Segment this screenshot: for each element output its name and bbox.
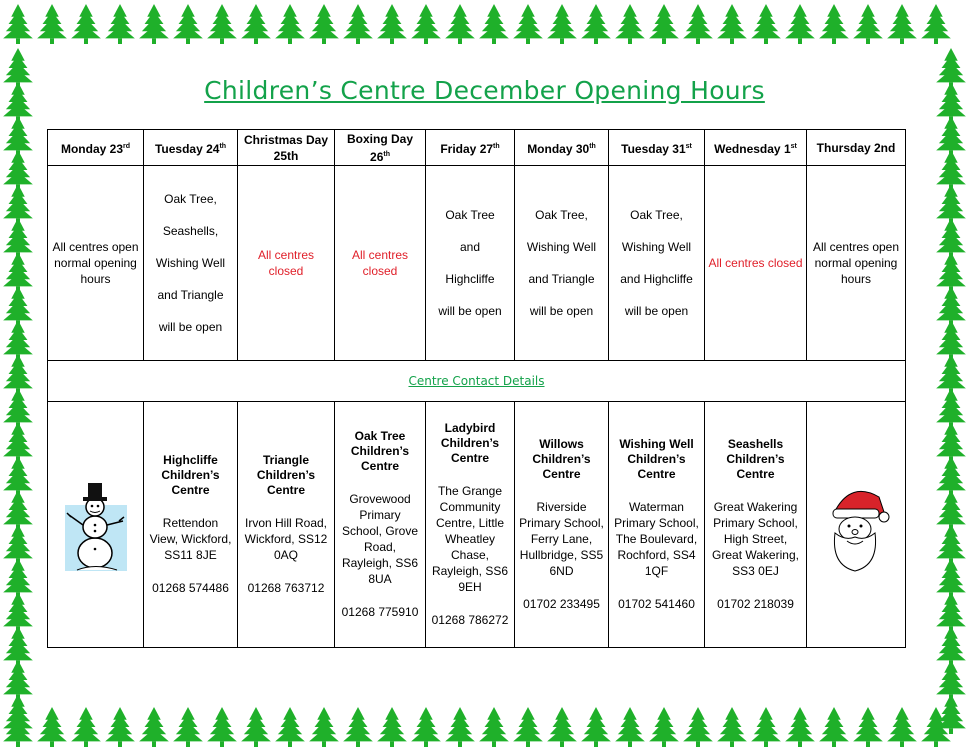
christmas-tree-icon	[819, 4, 849, 44]
christmas-tree-icon	[3, 4, 33, 44]
christmas-tree-icon	[343, 4, 373, 44]
christmas-tree-icon	[37, 4, 67, 44]
centre-contact	[705, 402, 807, 648]
closed-cell: All centres closed	[705, 166, 807, 361]
opening-hours-table	[47, 129, 906, 648]
centre-address: Grovewood Primary School, Grove Road, Rayleigh, SS6 8UA	[341, 492, 419, 586]
santa-icon	[821, 475, 891, 575]
christmas-tree-icon	[513, 4, 543, 44]
centre-name: Wishing Well Children’s Centre	[619, 437, 694, 481]
centre-contact	[426, 402, 515, 648]
day-header: Boxing Day 26th	[335, 130, 426, 166]
hours-cell: Oak Tree and Highcliffe will be open	[426, 166, 515, 361]
hours-cell: Oak Tree, Wishing Well and Highcliffe will be open	[609, 166, 705, 361]
centre-name: Oak Tree Children’s Centre	[350, 429, 410, 473]
christmas-tree-icon	[853, 707, 883, 747]
centre-phone: 01702 541460	[618, 597, 695, 611]
centre-phone: 01702 233495	[523, 597, 600, 611]
christmas-tree-icon	[649, 4, 679, 44]
christmas-tree-icon	[411, 4, 441, 44]
christmas-tree-icon	[785, 707, 815, 747]
christmas-tree-icon	[275, 4, 305, 44]
opening-hours-row	[48, 166, 906, 361]
christmas-tree-icon	[853, 4, 883, 44]
christmas-tree-icon	[3, 694, 33, 734]
centre-contact	[335, 402, 426, 648]
centre-name: Seashells Children’s Centre	[726, 437, 785, 481]
christmas-tree-icon	[887, 707, 917, 747]
christmas-tree-icon	[445, 707, 475, 747]
centre-address: Rettendon View, Wickford, SS11 8JE	[149, 516, 232, 562]
centre-address: The Grange Community Centre, Little Wheatley Chase, Rayleigh, SS6 9EH	[431, 484, 509, 594]
centre-name: Ladybird Children’s Centre	[440, 421, 500, 465]
contact-heading: Centre Contact Details	[48, 361, 906, 402]
page-title: Children’s Centre December Opening Hours	[204, 76, 765, 105]
christmas-tree-icon	[71, 707, 101, 747]
christmas-tree-icon	[207, 4, 237, 44]
centre-name: Triangle Children’s Centre	[256, 453, 316, 497]
christmas-tree-icon	[615, 707, 645, 747]
christmas-tree-icon	[105, 4, 135, 44]
christmas-tree-icon	[173, 707, 203, 747]
christmas-tree-icon	[683, 4, 713, 44]
closed-cell: All centres closed	[335, 166, 426, 361]
snowman-cell	[48, 402, 144, 648]
christmas-tree-icon	[139, 4, 169, 44]
christmas-tree-icon	[139, 707, 169, 747]
snowman-icon	[61, 475, 131, 575]
centre-address: Riverside Primary School, Ferry Lane, Hullbridge, SS5 6ND	[519, 500, 604, 578]
day-header: Monday 30th	[515, 130, 609, 166]
day-header: Thursday 2nd	[807, 130, 906, 166]
christmas-tree-icon	[445, 4, 475, 44]
christmas-tree-icon	[717, 707, 747, 747]
day-header: Tuesday 24th	[144, 130, 238, 166]
hours-cell: Oak Tree, Wishing Well and Triangle will be open	[515, 166, 609, 361]
centre-phone: 01268 786272	[431, 613, 509, 627]
centre-phone: 01268 574486	[152, 581, 229, 595]
centre-address: Great Wakering Primary School, High Street, Great Wakering, SS3 0EJ	[712, 500, 799, 578]
christmas-tree-icon	[207, 707, 237, 747]
christmas-tree-icon	[547, 707, 577, 747]
centre-name: Willows Children’s Centre	[532, 437, 591, 481]
christmas-tree-icon	[887, 4, 917, 44]
christmas-tree-icon	[751, 4, 781, 44]
christmas-tree-icon	[343, 707, 373, 747]
centre-address: Waterman Primary School, The Boulevard, Rochford, SS4 1QF	[614, 500, 699, 578]
centre-contact	[144, 402, 238, 648]
christmas-tree-icon	[819, 707, 849, 747]
christmas-tree-icon	[785, 4, 815, 44]
christmas-tree-icon	[936, 694, 966, 734]
christmas-tree-icon	[411, 707, 441, 747]
christmas-tree-icon	[309, 707, 339, 747]
centre-name: Highcliffe Children’s Centre	[161, 453, 220, 497]
christmas-tree-icon	[751, 707, 781, 747]
hours-cell: Oak Tree, Seashells, Wishing Well and Triangle will be open	[144, 166, 238, 361]
christmas-tree-icon	[649, 707, 679, 747]
christmas-tree-icon	[479, 707, 509, 747]
christmas-tree-icon	[377, 4, 407, 44]
christmas-tree-icon	[581, 4, 611, 44]
centre-contact	[515, 402, 609, 648]
santa-cell	[807, 402, 906, 648]
centre-phone: 01268 775910	[341, 605, 419, 619]
day-header: Friday 27th	[426, 130, 515, 166]
closed-cell: All centres closed	[238, 166, 335, 361]
day-header: Monday 23rd	[48, 130, 144, 166]
hours-cell: All centres open normal opening hours	[48, 166, 144, 361]
day-header: Christmas Day 25th	[238, 130, 335, 166]
christmas-tree-icon	[377, 707, 407, 747]
christmas-tree-icon	[547, 4, 577, 44]
hours-cell: All centres open normal opening hours	[807, 166, 906, 361]
christmas-tree-icon	[615, 4, 645, 44]
centre-phone: 01268 763712	[247, 581, 325, 595]
centre-phone: 01702 218039	[717, 597, 794, 611]
christmas-tree-icon	[241, 4, 271, 44]
contact-heading-row	[48, 361, 906, 402]
christmas-tree-icon	[683, 707, 713, 747]
christmas-tree-icon	[37, 707, 67, 747]
christmas-tree-icon	[921, 4, 951, 44]
christmas-tree-icon	[71, 4, 101, 44]
christmas-tree-icon	[173, 4, 203, 44]
day-header-row	[48, 130, 906, 166]
day-header: Wednesday 1st	[705, 130, 807, 166]
day-header: Tuesday 31st	[609, 130, 705, 166]
centre-address: Irvon Hill Road, Wickford, SS12 0AQ	[244, 516, 328, 562]
contact-details-row	[48, 402, 906, 648]
christmas-tree-icon	[717, 4, 747, 44]
christmas-tree-icon	[275, 707, 305, 747]
christmas-tree-icon	[241, 707, 271, 747]
christmas-tree-icon	[479, 4, 509, 44]
christmas-tree-icon	[581, 707, 611, 747]
centre-contact	[238, 402, 335, 648]
christmas-tree-icon	[513, 707, 543, 747]
christmas-tree-icon	[105, 707, 135, 747]
christmas-tree-icon	[309, 4, 339, 44]
centre-contact	[609, 402, 705, 648]
